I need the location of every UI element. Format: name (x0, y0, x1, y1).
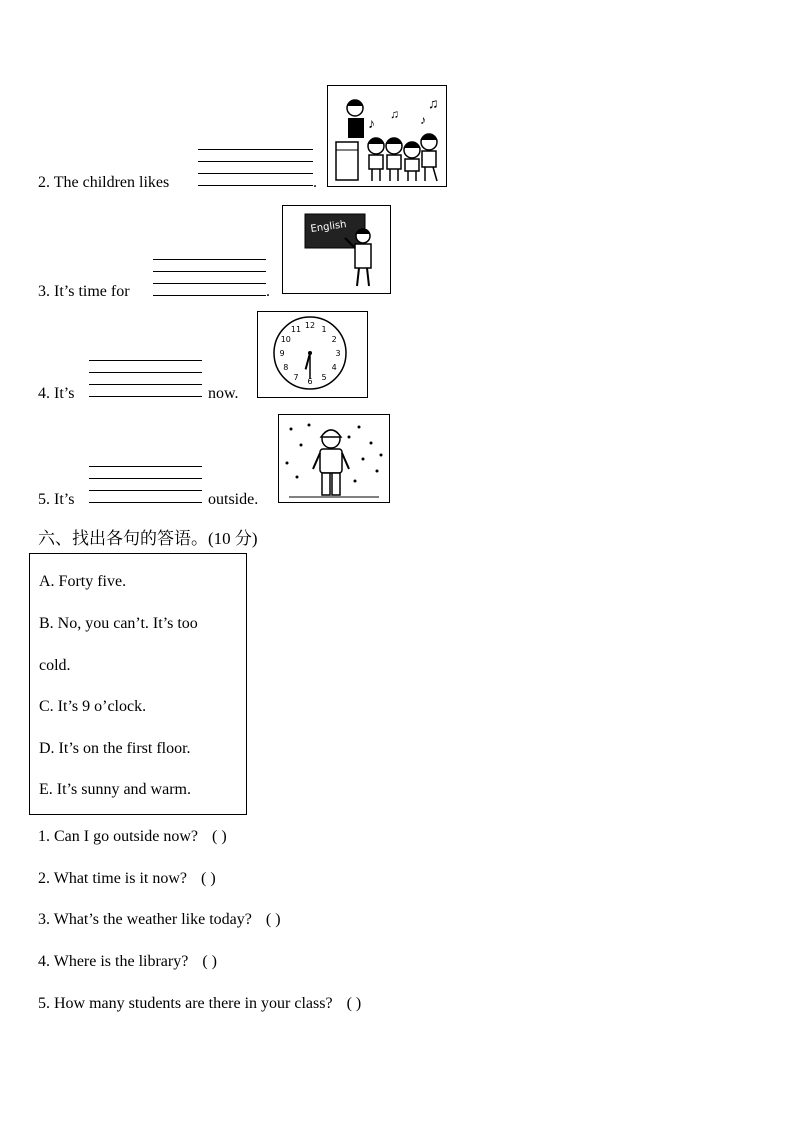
clock-number: 7 (293, 373, 299, 383)
question-text: 4. Where is the library? (38, 953, 189, 970)
writing-line[interactable] (89, 502, 202, 503)
clock-number: 10 (280, 335, 291, 344)
clock-number: 11 (290, 324, 302, 334)
writing-line[interactable] (198, 185, 313, 186)
english-class-picture (282, 205, 391, 294)
option-b: B. No, you can’t. It’s too (39, 615, 198, 632)
option-c: C. It’s 9 o’clock. (39, 698, 147, 715)
answer-bracket[interactable]: ( ) (346, 995, 362, 1012)
teacher-at-blackboard-illustration (283, 206, 389, 292)
singing-children-picture (327, 85, 447, 187)
writing-line[interactable] (89, 372, 202, 373)
writing-line[interactable] (198, 173, 313, 174)
writing-line[interactable] (89, 490, 202, 491)
question-5-text: 5. It’s (38, 491, 75, 508)
option-d: D. It’s on the first floor. (39, 740, 191, 757)
question-4-end: now. (208, 385, 239, 402)
svg-text:♪: ♪ (368, 117, 375, 132)
writing-line[interactable] (153, 271, 266, 272)
question-row (38, 828, 227, 846)
snowy-day-picture (278, 414, 390, 503)
child-in-snow-illustration (279, 415, 388, 501)
question-2-text: 2. The children likes (38, 174, 170, 191)
question-row (38, 995, 361, 1013)
svg-text:♪: ♪ (420, 113, 426, 127)
clock-number: 3 (335, 349, 341, 358)
clock-illustration (258, 312, 366, 396)
answer-bracket[interactable]: ( ) (202, 953, 217, 970)
question-row (38, 911, 281, 929)
option-b-continued: cold. (39, 657, 71, 674)
question-row (38, 953, 217, 971)
question-text: 2. What time is it now? (38, 870, 188, 887)
clock-number: 4 (331, 363, 337, 372)
question-text: 5. How many students are there in your class? (38, 995, 333, 1012)
writing-line[interactable] (153, 295, 266, 296)
writing-line[interactable] (89, 396, 202, 397)
clock-number: 9 (279, 349, 285, 358)
clock-number: 5 (321, 373, 327, 383)
answer-bracket[interactable]: ( ) (211, 828, 227, 845)
question-text: 3. What’s the weather like today? (38, 911, 252, 928)
option-a: A. Forty five. (39, 573, 127, 590)
clock-number: 8 (283, 363, 289, 372)
question-3-text: 3. It’s time for (38, 283, 130, 300)
answer-bracket[interactable]: ( ) (265, 911, 281, 928)
svg-text:♫: ♫ (390, 107, 399, 121)
writing-line[interactable] (89, 466, 202, 467)
clock-picture (257, 311, 368, 398)
question-4-text: 4. It’s (38, 385, 75, 402)
writing-line[interactable] (89, 478, 202, 479)
section-6-heading: 六、找出各句的答语。(10 分) (38, 529, 258, 548)
writing-line[interactable] (153, 283, 266, 284)
writing-line[interactable] (198, 149, 313, 150)
clock-number: 6 (307, 377, 313, 386)
period: . (266, 283, 270, 300)
board-text: English (309, 219, 348, 235)
writing-line[interactable] (153, 259, 266, 260)
question-row (38, 870, 216, 888)
question-text: 1. Can I go outside now? (38, 828, 198, 845)
answer-options-box (29, 553, 247, 815)
writing-line[interactable] (89, 360, 202, 361)
singing-children-illustration (328, 86, 445, 185)
answer-bracket[interactable]: ( ) (201, 870, 216, 887)
writing-line[interactable] (198, 161, 313, 162)
svg-text:♫: ♫ (428, 97, 439, 112)
clock-number: 1 (321, 324, 327, 334)
clock-number: 12 (304, 321, 316, 330)
question-5-end: outside. (208, 491, 259, 508)
clock-number: 2 (331, 335, 337, 344)
writing-line[interactable] (89, 384, 202, 385)
period: . (313, 174, 317, 191)
option-e: E. It’s sunny and warm. (39, 781, 191, 798)
